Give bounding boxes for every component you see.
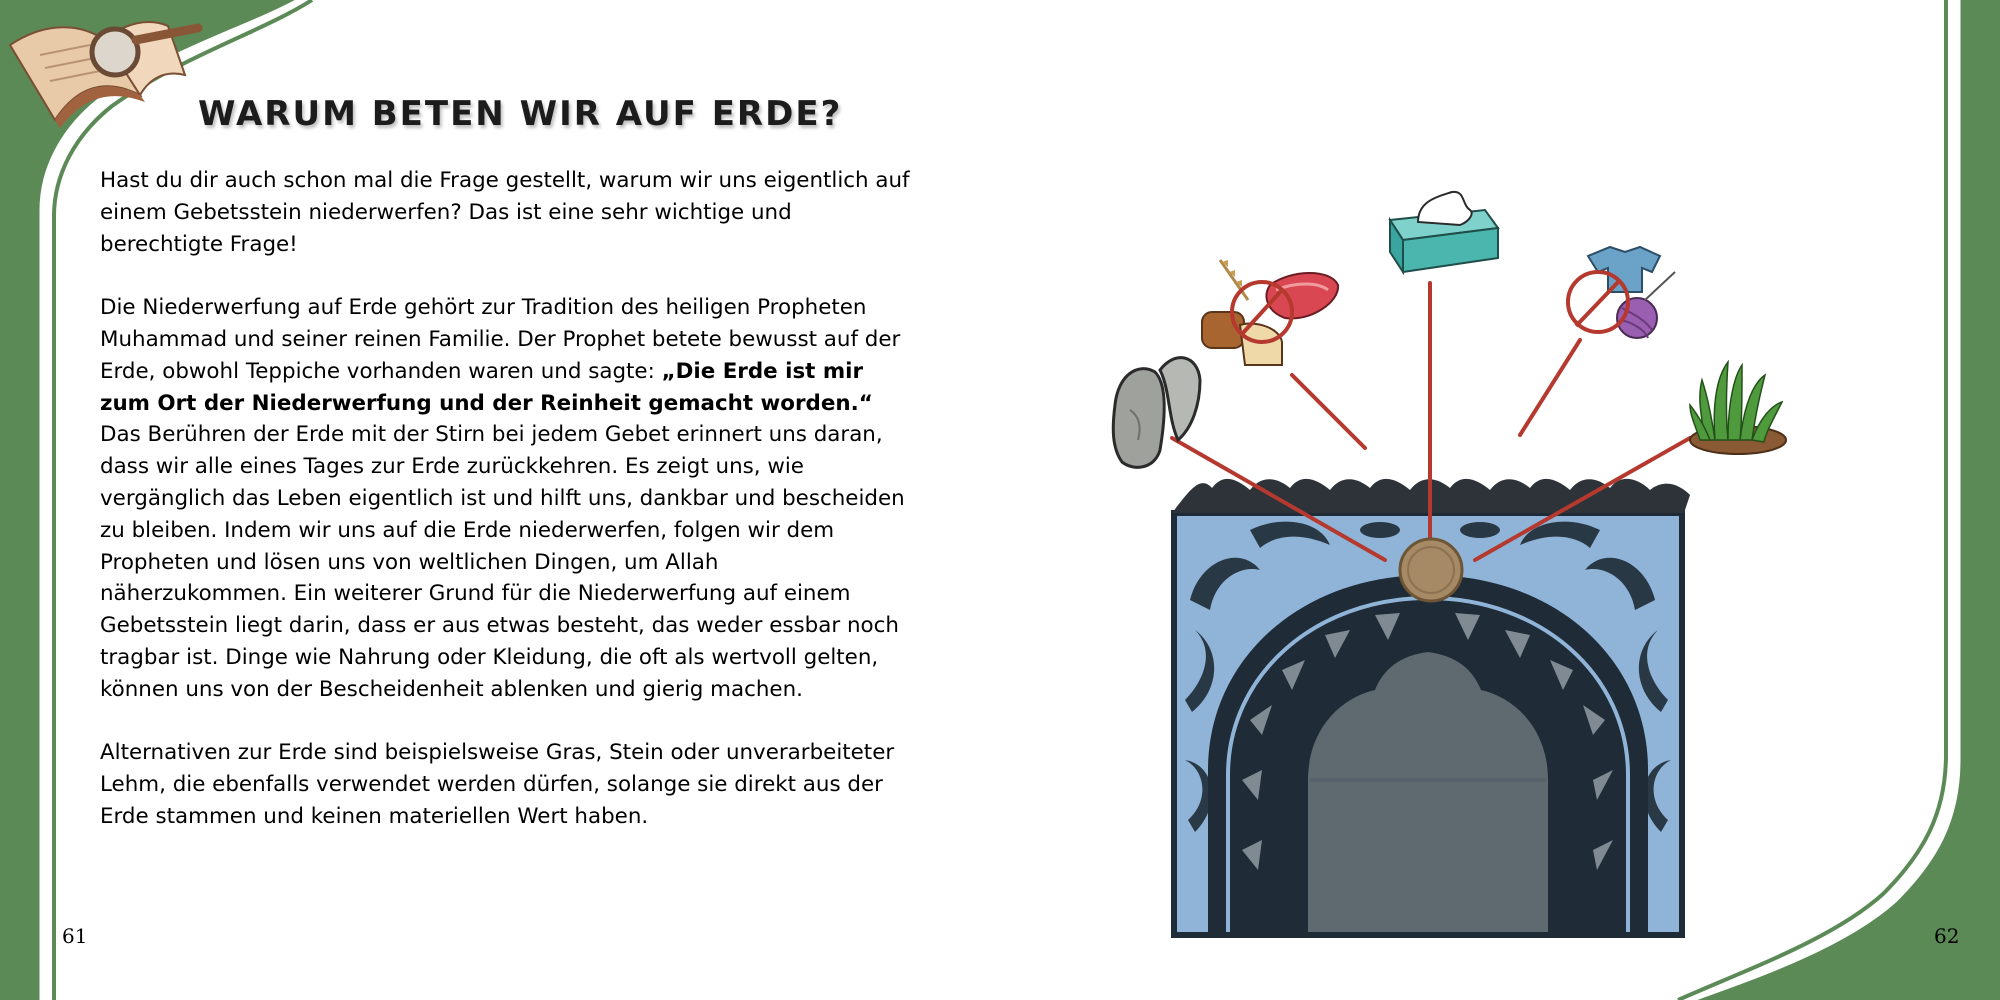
page-title: WARUM BETEN WIR AUF ERDE?: [198, 94, 843, 134]
grass-icon: [1690, 362, 1786, 454]
page-number-left: 61: [62, 924, 88, 948]
paragraph-2: [100, 292, 910, 419]
prophet-quote: „Die Erde ist mir zum Ort der Niederwerfung und der Reinheit gemacht worden.“: [100, 358, 873, 416]
body-text: [100, 165, 910, 833]
paragraph-3: Das Berühren der Erde mit der Stirn bei jedem Gebet erinnert uns daran, dass wir alle eines Tages zur Erde zurückkehren. Es zeigt uns, wie vergänglich das Leben eigentlich ist und hilft uns, dankbar und bescheiden zu bleiben. Indem wir uns auf die Erde niederwerfen, folgen wir dem Propheten und lösen uns von weltlichen Dingen, um Allah näherzukommen. Ein weiterer Grund für die Niederwerfung auf einem Gebetsstein liegt darin, dass er aus etwas besteht, das weder essbar noch tragbar ist. Dinge wie Nahrung oder Kleidung, die oft als wertvoll gelten, können uns von der Bescheidenheit ablenken und gierig machen.: [100, 422, 905, 702]
page-number-right: 62: [1934, 924, 1960, 948]
tissue-box-icon: [1390, 192, 1498, 272]
paragraph-1: Hast du dir auch schon mal die Frage gestellt, warum wir uns eigentlich auf einem Gebetsstein niederwerfen? Das ist eine sehr wichtige und berechtigte Frage!: [100, 168, 910, 257]
paragraph-4: Alternativen zur Erde sind beispielsweise Gras, Stein oder unverarbeiteter Lehm, die ebenfalls verwendet werden dürfen, solange sie direkt aus der Erde stammen und keinen materiellen Wert haben.: [100, 740, 895, 829]
prayer-stone-icon: [1400, 539, 1462, 601]
prayer-illustration: [1100, 180, 1800, 940]
clothing-yarn-icon: [1568, 247, 1675, 338]
paragraph-2-intro: Die Niederwerfung auf Erde gehört zur Tradition des heiligen Propheten Muhammad und seiner reinen Familie. Der Prophet betete bewusst auf der Erde, obwohl Teppiche vorhanden waren und sagte:: [100, 295, 901, 384]
stone-icon: [1113, 358, 1200, 468]
bread-icon: [1202, 260, 1338, 365]
